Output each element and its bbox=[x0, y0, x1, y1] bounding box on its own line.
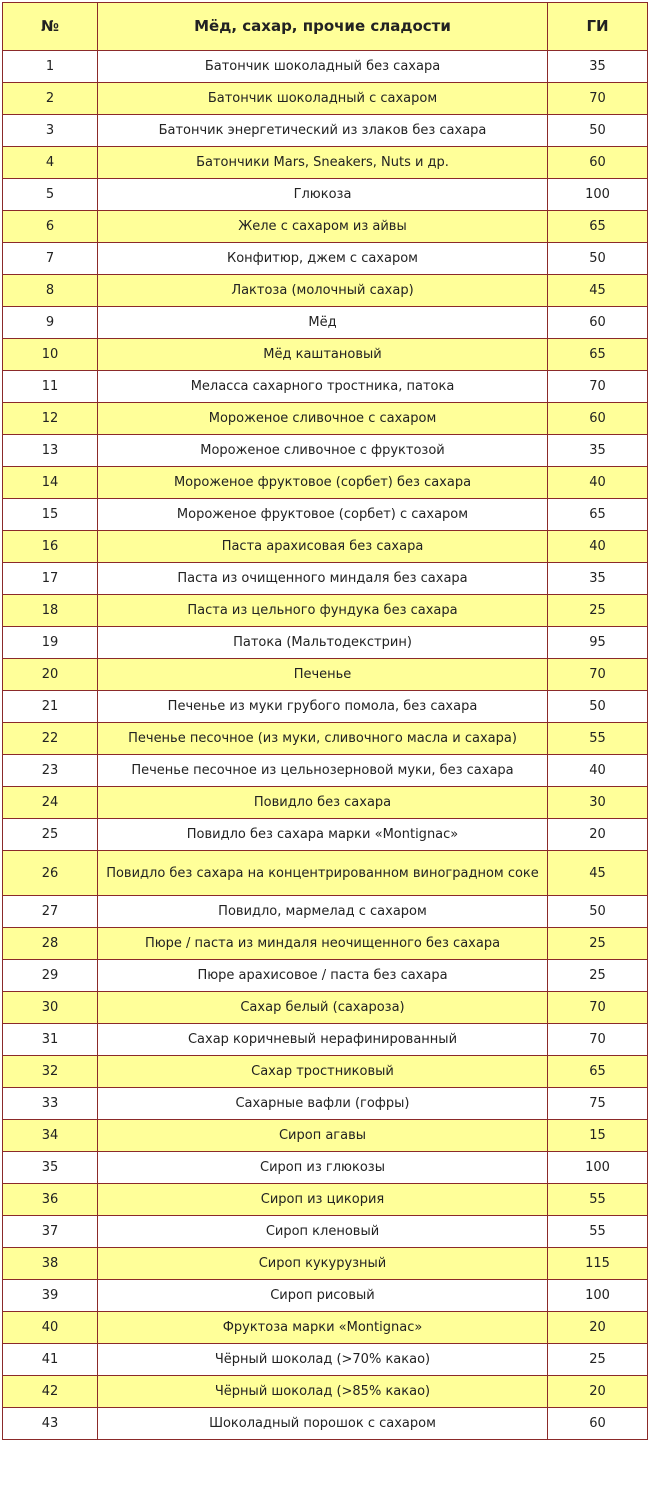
table-row bbox=[3, 1184, 648, 1216]
table-row bbox=[3, 992, 648, 1024]
row-number: 21 bbox=[3, 691, 98, 723]
row-number: 37 bbox=[3, 1216, 98, 1248]
gi-value: 35 bbox=[548, 51, 648, 83]
gi-value: 20 bbox=[548, 1312, 648, 1344]
gi-value: 45 bbox=[548, 851, 648, 896]
row-number: 3 bbox=[3, 115, 98, 147]
table-row bbox=[3, 819, 648, 851]
table-row bbox=[3, 627, 648, 659]
table-row bbox=[3, 51, 648, 83]
product-name: Фруктоза марки «Montignac» bbox=[98, 1312, 548, 1344]
gi-value: 65 bbox=[548, 339, 648, 371]
gi-value: 25 bbox=[548, 960, 648, 992]
gi-value: 100 bbox=[548, 1280, 648, 1312]
row-number: 27 bbox=[3, 896, 98, 928]
product-name: Патока (Мальтодекстрин) bbox=[98, 627, 548, 659]
gi-value: 35 bbox=[548, 563, 648, 595]
gi-value: 50 bbox=[548, 896, 648, 928]
product-name: Чёрный шоколад (>85% какао) bbox=[98, 1376, 548, 1408]
gi-value: 115 bbox=[548, 1248, 648, 1280]
gi-value: 55 bbox=[548, 1216, 648, 1248]
product-name: Сироп из глюкозы bbox=[98, 1152, 548, 1184]
row-number: 20 bbox=[3, 659, 98, 691]
product-name: Батончик шоколадный с сахаром bbox=[98, 83, 548, 115]
product-name: Мороженое сливочное с фруктозой bbox=[98, 435, 548, 467]
product-name: Печенье песочное (из муки, сливочного масла и сахара) bbox=[98, 723, 548, 755]
table-row bbox=[3, 851, 648, 896]
table-row bbox=[3, 1216, 648, 1248]
table-row bbox=[3, 755, 648, 787]
gi-value: 75 bbox=[548, 1088, 648, 1120]
row-number: 31 bbox=[3, 1024, 98, 1056]
product-name: Паста из цельного фундука без сахара bbox=[98, 595, 548, 627]
row-number: 17 bbox=[3, 563, 98, 595]
gi-value: 70 bbox=[548, 992, 648, 1024]
product-name: Чёрный шоколад (>70% какао) bbox=[98, 1344, 548, 1376]
gi-value: 65 bbox=[548, 1056, 648, 1088]
table-row bbox=[3, 371, 648, 403]
gi-value: 60 bbox=[548, 147, 648, 179]
gi-value: 70 bbox=[548, 659, 648, 691]
header-number: № bbox=[3, 3, 98, 51]
row-number: 13 bbox=[3, 435, 98, 467]
row-number: 39 bbox=[3, 1280, 98, 1312]
table-row bbox=[3, 1408, 648, 1440]
product-name: Батончик шоколадный без сахара bbox=[98, 51, 548, 83]
row-number: 29 bbox=[3, 960, 98, 992]
product-name: Сахарные вафли (гофры) bbox=[98, 1088, 548, 1120]
gi-value: 95 bbox=[548, 627, 648, 659]
gi-value: 45 bbox=[548, 275, 648, 307]
table-row bbox=[3, 723, 648, 755]
product-name: Мороженое фруктовое (сорбет) с сахаром bbox=[98, 499, 548, 531]
table-row bbox=[3, 896, 648, 928]
table-row bbox=[3, 1056, 648, 1088]
gi-value: 15 bbox=[548, 1120, 648, 1152]
table-row bbox=[3, 1152, 648, 1184]
table-row bbox=[3, 499, 648, 531]
gi-value: 50 bbox=[548, 691, 648, 723]
table-row bbox=[3, 563, 648, 595]
product-name: Печенье песочное из цельнозерновой муки, без сахара bbox=[98, 755, 548, 787]
table-row bbox=[3, 1312, 648, 1344]
gi-value: 70 bbox=[548, 371, 648, 403]
table-row bbox=[3, 531, 648, 563]
product-name: Конфитюр, джем с сахаром bbox=[98, 243, 548, 275]
product-name: Сахар тростниковый bbox=[98, 1056, 548, 1088]
gi-value: 60 bbox=[548, 1408, 648, 1440]
table-row bbox=[3, 179, 648, 211]
gi-value: 100 bbox=[548, 179, 648, 211]
product-name: Лактоза (молочный сахар) bbox=[98, 275, 548, 307]
row-number: 5 bbox=[3, 179, 98, 211]
row-number: 36 bbox=[3, 1184, 98, 1216]
row-number: 9 bbox=[3, 307, 98, 339]
product-name: Мёд каштановый bbox=[98, 339, 548, 371]
table-body bbox=[3, 51, 648, 1440]
product-name: Мёд bbox=[98, 307, 548, 339]
header-gi: ГИ bbox=[548, 3, 648, 51]
product-name: Мороженое фруктовое (сорбет) без сахара bbox=[98, 467, 548, 499]
gi-value: 55 bbox=[548, 723, 648, 755]
glycemic-index-table bbox=[2, 2, 648, 1440]
gi-value: 65 bbox=[548, 211, 648, 243]
product-name: Повидло без сахара на концентрированном виноградном соке bbox=[98, 851, 548, 896]
table-row bbox=[3, 1248, 648, 1280]
table-row bbox=[3, 211, 648, 243]
table-row bbox=[3, 1376, 648, 1408]
product-name: Пюре / паста из миндаля неочищенного без сахара bbox=[98, 928, 548, 960]
gi-value: 25 bbox=[548, 928, 648, 960]
product-name: Мороженое сливочное с сахаром bbox=[98, 403, 548, 435]
table-row bbox=[3, 467, 648, 499]
product-name: Сироп рисовый bbox=[98, 1280, 548, 1312]
table-header-row bbox=[3, 3, 648, 51]
gi-value: 55 bbox=[548, 1184, 648, 1216]
row-number: 34 bbox=[3, 1120, 98, 1152]
row-number: 11 bbox=[3, 371, 98, 403]
product-name: Печенье bbox=[98, 659, 548, 691]
table-row bbox=[3, 659, 648, 691]
table-row bbox=[3, 1024, 648, 1056]
gi-value: 40 bbox=[548, 755, 648, 787]
row-number: 1 bbox=[3, 51, 98, 83]
row-number: 33 bbox=[3, 1088, 98, 1120]
gi-value: 30 bbox=[548, 787, 648, 819]
row-number: 42 bbox=[3, 1376, 98, 1408]
product-name: Сахар коричневый нерафинированный bbox=[98, 1024, 548, 1056]
row-number: 15 bbox=[3, 499, 98, 531]
table-row bbox=[3, 1088, 648, 1120]
gi-value: 20 bbox=[548, 1376, 648, 1408]
table-row bbox=[3, 787, 648, 819]
row-number: 8 bbox=[3, 275, 98, 307]
row-number: 25 bbox=[3, 819, 98, 851]
row-number: 38 bbox=[3, 1248, 98, 1280]
table-row bbox=[3, 691, 648, 723]
product-name: Шоколадный порошок с сахаром bbox=[98, 1408, 548, 1440]
row-number: 6 bbox=[3, 211, 98, 243]
table-row bbox=[3, 1280, 648, 1312]
row-number: 16 bbox=[3, 531, 98, 563]
product-name: Желе с сахаром из айвы bbox=[98, 211, 548, 243]
product-name: Паста арахисовая без сахара bbox=[98, 531, 548, 563]
row-number: 12 bbox=[3, 403, 98, 435]
gi-value: 60 bbox=[548, 403, 648, 435]
gi-value: 50 bbox=[548, 243, 648, 275]
table-row bbox=[3, 403, 648, 435]
product-name: Меласса сахарного тростника, патока bbox=[98, 371, 548, 403]
table-row bbox=[3, 928, 648, 960]
table-row bbox=[3, 83, 648, 115]
gi-value: 40 bbox=[548, 531, 648, 563]
product-name: Сироп кукурузный bbox=[98, 1248, 548, 1280]
row-number: 23 bbox=[3, 755, 98, 787]
product-name: Глюкоза bbox=[98, 179, 548, 211]
row-number: 19 bbox=[3, 627, 98, 659]
row-number: 26 bbox=[3, 851, 98, 896]
gi-value: 100 bbox=[548, 1152, 648, 1184]
table-row bbox=[3, 147, 648, 179]
row-number: 40 bbox=[3, 1312, 98, 1344]
gi-value: 60 bbox=[548, 307, 648, 339]
row-number: 22 bbox=[3, 723, 98, 755]
table-row bbox=[3, 595, 648, 627]
row-number: 35 bbox=[3, 1152, 98, 1184]
product-name: Батончики Mars, Sneakers, Nuts и др. bbox=[98, 147, 548, 179]
table-row bbox=[3, 339, 648, 371]
gi-value: 20 bbox=[548, 819, 648, 851]
row-number: 18 bbox=[3, 595, 98, 627]
product-name: Батончик энергетический из злаков без сахара bbox=[98, 115, 548, 147]
product-name: Пюре арахисовое / паста без сахара bbox=[98, 960, 548, 992]
row-number: 43 bbox=[3, 1408, 98, 1440]
row-number: 28 bbox=[3, 928, 98, 960]
table-row bbox=[3, 243, 648, 275]
product-name: Сироп кленовый bbox=[98, 1216, 548, 1248]
product-name: Повидло без сахара марки «Montignac» bbox=[98, 819, 548, 851]
table-row bbox=[3, 1344, 648, 1376]
row-number: 14 bbox=[3, 467, 98, 499]
gi-value: 50 bbox=[548, 115, 648, 147]
row-number: 30 bbox=[3, 992, 98, 1024]
row-number: 24 bbox=[3, 787, 98, 819]
product-name: Сироп агавы bbox=[98, 1120, 548, 1152]
header-product: Мёд, сахар, прочие сладости bbox=[98, 3, 548, 51]
gi-value: 25 bbox=[548, 595, 648, 627]
gi-value: 40 bbox=[548, 467, 648, 499]
gi-value: 25 bbox=[548, 1344, 648, 1376]
product-name: Печенье из муки грубого помола, без сахара bbox=[98, 691, 548, 723]
product-name: Сахар белый (сахароза) bbox=[98, 992, 548, 1024]
table-row bbox=[3, 275, 648, 307]
row-number: 4 bbox=[3, 147, 98, 179]
table-row bbox=[3, 435, 648, 467]
product-name: Паста из очищенного миндаля без сахара bbox=[98, 563, 548, 595]
gi-value: 35 bbox=[548, 435, 648, 467]
table-row bbox=[3, 960, 648, 992]
row-number: 41 bbox=[3, 1344, 98, 1376]
row-number: 32 bbox=[3, 1056, 98, 1088]
table-row bbox=[3, 115, 648, 147]
product-name: Сироп из цикория bbox=[98, 1184, 548, 1216]
product-name: Повидло, мармелад с сахаром bbox=[98, 896, 548, 928]
product-name: Повидло без сахара bbox=[98, 787, 548, 819]
row-number: 10 bbox=[3, 339, 98, 371]
gi-value: 65 bbox=[548, 499, 648, 531]
gi-value: 70 bbox=[548, 83, 648, 115]
gi-value: 70 bbox=[548, 1024, 648, 1056]
table-row bbox=[3, 1120, 648, 1152]
row-number: 7 bbox=[3, 243, 98, 275]
table-row bbox=[3, 307, 648, 339]
row-number: 2 bbox=[3, 83, 98, 115]
